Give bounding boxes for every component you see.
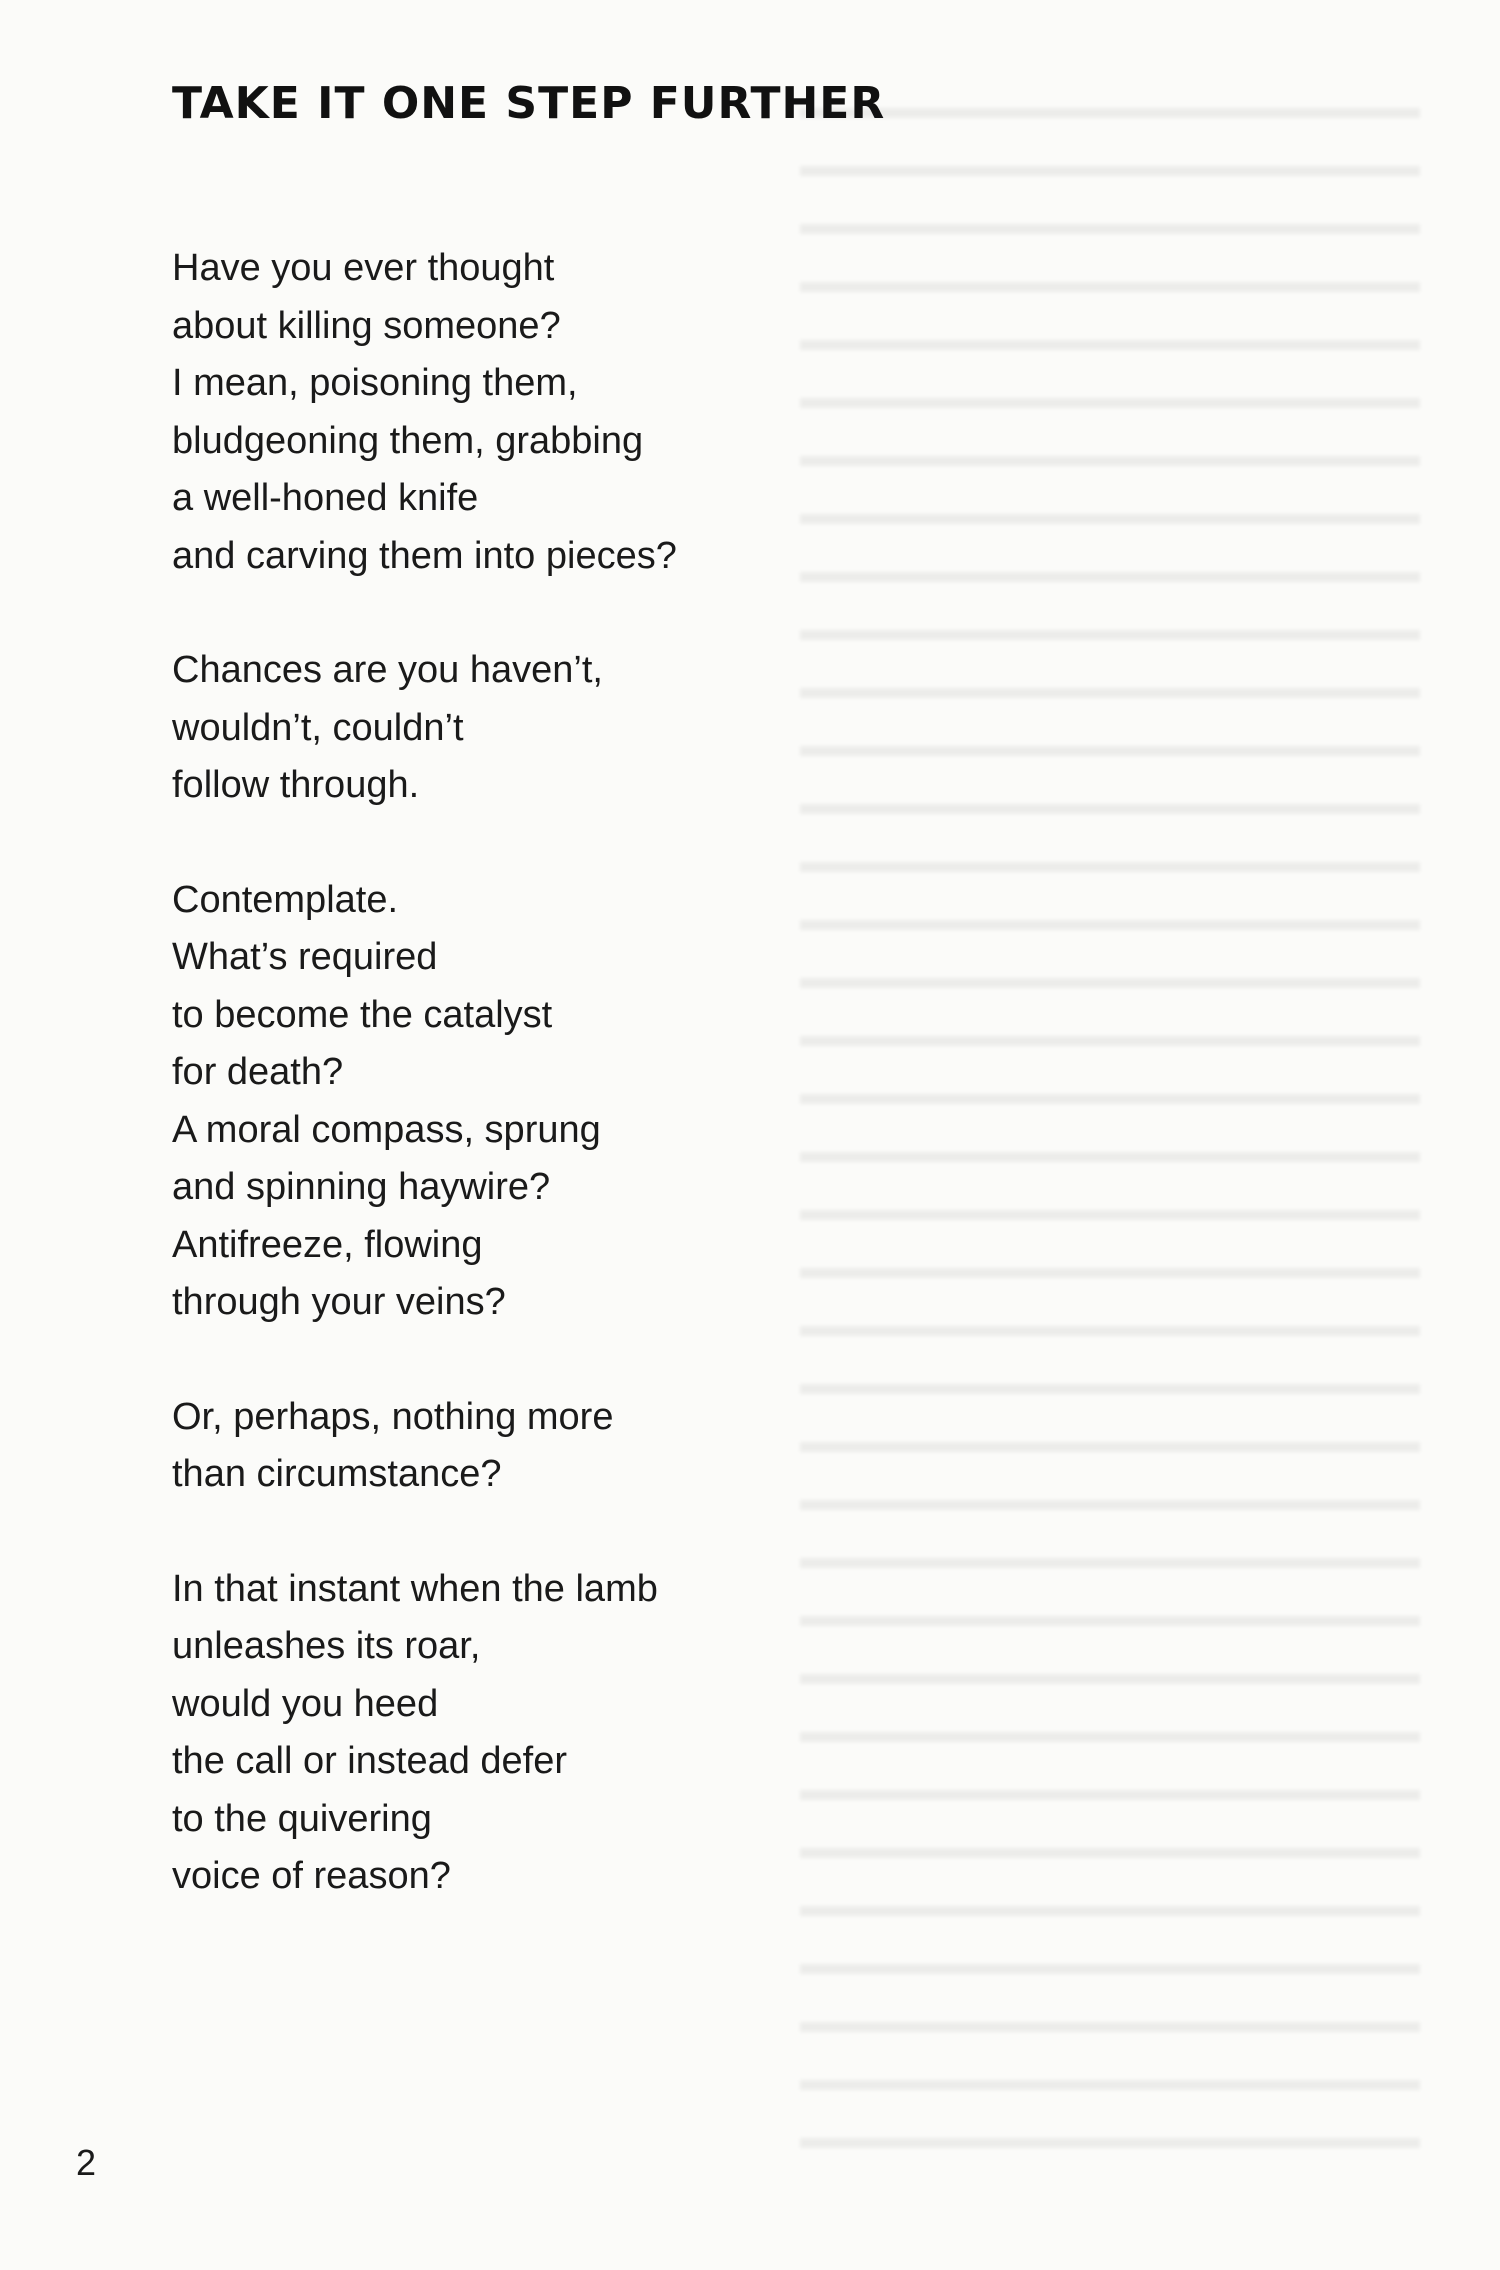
- poem-line: wouldn’t, couldn’t: [172, 706, 464, 749]
- poem-line: the call or instead defer: [172, 1740, 568, 1782]
- poem-line: through your veins?: [172, 1281, 506, 1323]
- stanza: [172, 642, 872, 815]
- poem-line: bludgeoning them, grabbing: [172, 419, 644, 462]
- poem-line: for death?: [172, 1051, 344, 1093]
- poem-line: than circumstance?: [172, 1453, 502, 1495]
- poem-line: Contemplate.: [172, 878, 399, 921]
- poem-line: about killing someone?: [172, 304, 561, 347]
- poem-body: [172, 240, 872, 1963]
- stanza: [172, 1389, 872, 1504]
- poem-title: TAKE IT ONE STEP FURTHER: [172, 78, 886, 129]
- stanza: [172, 872, 872, 1332]
- poem-line: Chances are you haven’t,: [172, 649, 603, 691]
- poem-line: would you heed: [172, 1682, 439, 1725]
- poem-line: In that instant when the lamb: [172, 1567, 658, 1610]
- stanza: [172, 1561, 872, 1906]
- poem-line: unleashes its roar,: [172, 1625, 481, 1667]
- poem-line: Antifreeze, flowing: [172, 1223, 483, 1266]
- poem-line: Have you ever thought: [172, 247, 555, 289]
- poem-line: a well-honed knife: [172, 477, 479, 519]
- poem-line: voice of reason?: [172, 1855, 451, 1897]
- poem-line: and spinning haywire?: [172, 1166, 551, 1208]
- poem-line: and carving them into pieces?: [172, 534, 677, 577]
- show-through-text: [800, 60, 1420, 2160]
- page-number: 2: [76, 2142, 97, 2183]
- poem-line: follow through.: [172, 764, 420, 806]
- poem-line: A moral compass, sprung: [172, 1108, 601, 1151]
- poem-line: What’s required: [172, 936, 438, 978]
- poem-line: to the quivering: [172, 1797, 432, 1840]
- poem-line: Or, perhaps, nothing more: [172, 1395, 614, 1438]
- stanza: [172, 240, 872, 585]
- poem-line: to become the catalyst: [172, 993, 553, 1036]
- poem-line: I mean, poisoning them,: [172, 362, 578, 404]
